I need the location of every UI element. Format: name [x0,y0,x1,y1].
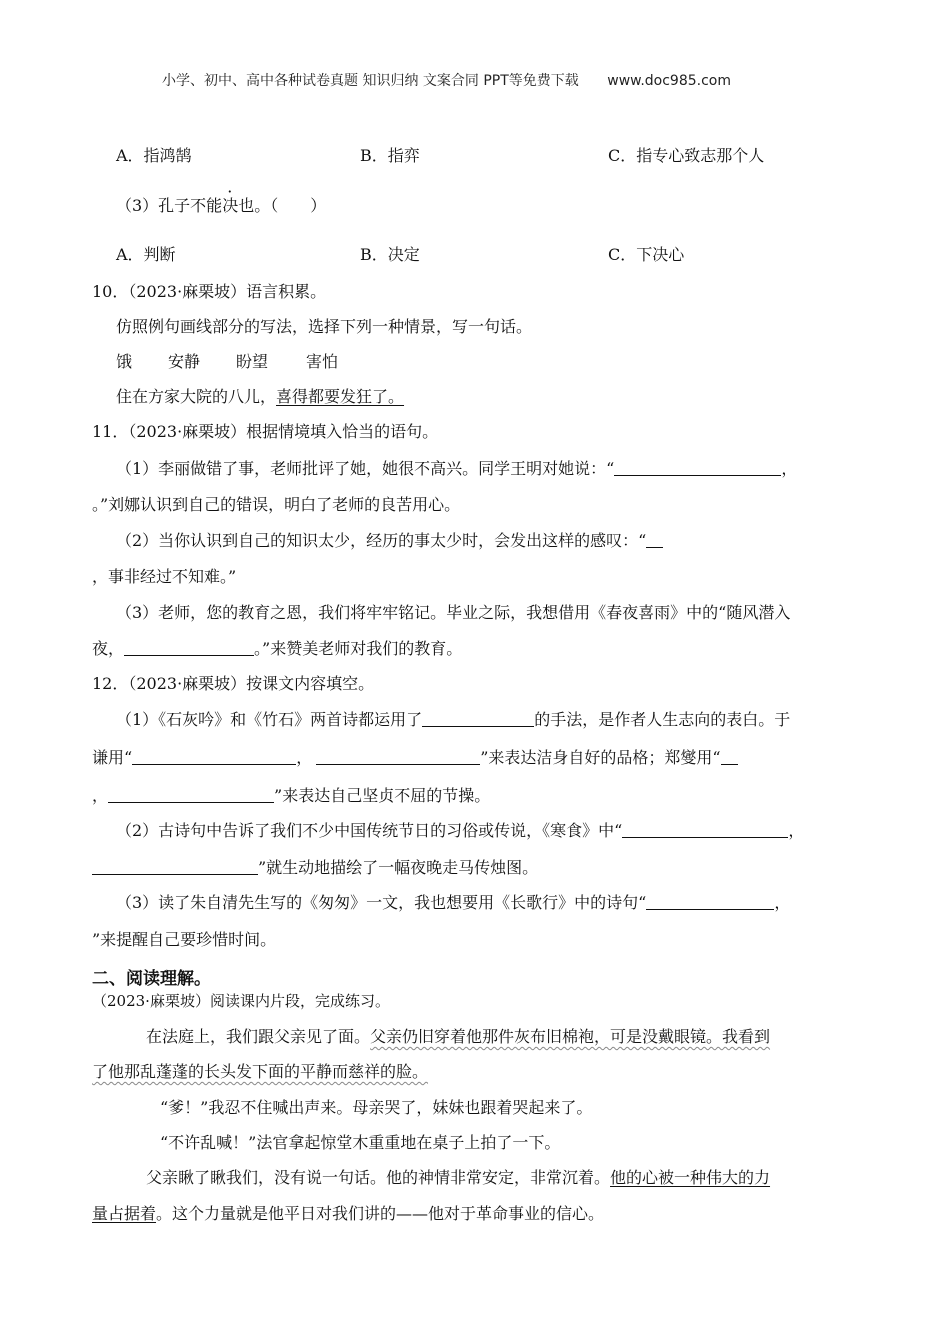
q12-s2-text2: ”就生动地描绘了一幅夜晚走马传烛图。 [258,858,539,877]
q10-example-underlined: 喜得都要发狂了。 [276,387,405,406]
passage-p4-underlined: 他的心被一种伟大的力 [610,1168,771,1187]
q11-s2-text: （2）当你认识到自己的知识太少，经历的事太少时，会发出这样的感叹：“ [116,531,647,550]
q11-s3-post: 。”来赞美老师对我们的教育。 [254,639,463,658]
q9-option-c3: C．下决心 [608,245,685,264]
q12-sub1-line2 [92,748,738,768]
passage-p3: “不许乱喊！”法官拿起惊堂木重重地在桌子上拍了一下。 [160,1133,561,1152]
q11-s1-comma: ， [781,459,798,478]
q10-scene-3: 盼望 [236,352,269,371]
passage-p4-text: 父亲瞅了瞅我们，没有说一句话。他的神情非常安定，非常沉着。 [146,1168,611,1187]
passage-p1-wavy: 父亲仍旧穿着他那件灰布旧棉袍，可是没戴眼镜。我看到 [370,1027,771,1046]
q12-sub2-line1 [116,821,804,841]
q12-sub3-line1 [116,893,790,913]
answer-blank[interactable] [422,710,534,727]
q12-s3-text: （3）读了朱自清先生写的《匆匆》一文，我也想要用《长歌行》中的诗句“ [116,893,647,912]
q10-title: 10．（2023·麻栗坡）语言积累。 [92,282,327,301]
passage-p1-text: 在法庭上，我们跟父亲见了面。 [146,1027,371,1046]
passage-p1-wavy2: 了他那乱蓬蓬的长头发下面的平静而慈祥的脸。 [92,1062,429,1081]
page-header [162,70,731,90]
q11-sub1-line2: 。”刘娜认识到自己的错误，明白了老师的良苦用心。 [92,495,461,514]
q11-sub3-line2 [92,639,462,659]
q9-sub3 [116,196,326,216]
q12-sub1-line3 [92,786,490,806]
passage-source: （2023·麻栗坡）阅读课内片段，完成练习。 [92,992,390,1010]
passage-p4-text2: 。这个力量就是他平日对我们讲的——他对于革命事业的信心。 [156,1204,605,1223]
answer-blank[interactable] [614,459,781,476]
passage-p4-underlined2: 量占据着 [92,1204,157,1223]
q12-s2-text: （2）古诗句中告诉了我们不少中国传统节日的习俗或传说，《寒食》中“ [116,821,623,840]
answer-blank[interactable] [646,893,774,910]
header-text: 小学、初中、高中各种试卷真题 知识归纳 文案合同 PPT等免费下载 [162,73,579,89]
q9-sub3-dotted-char: 决 [222,196,239,215]
answer-blank[interactable] [132,748,296,765]
q12-s1-text3: 谦用“ [92,748,133,767]
q12-s1-comma: ， [296,748,313,767]
q9-sub3-pre: （3）孔子不能 [116,196,223,215]
answer-blank[interactable] [108,786,274,803]
q9-option-b2: B．指弈 [360,146,420,165]
q12-s1-comma2: ， [92,786,109,805]
q12-s3-comma: ， [774,893,791,912]
q10-scene-2: 安静 [168,352,201,371]
q12-s2-comma: ， [788,821,805,840]
passage-p1-line1 [146,1027,770,1047]
q11-s1-text: （1）李丽做错了事，老师批评了她，她很不高兴。同学王明对她说：“ [116,459,615,478]
q12-sub1-line1 [116,710,790,730]
answer-blank[interactable] [124,639,254,656]
q10-instruction: 仿照例句画线部分的写法，选择下列一种情景，写一句话。 [116,317,533,336]
answer-blank[interactable] [92,858,258,875]
q11-sub3-line1: （3）老师，您的教育之恩，我们将牢牢铭记。毕业之际，我想借用《春夜喜雨》中的“随风潜入 [116,603,791,622]
q11-sub2-line2: ，事非经过不知难。” [92,567,237,586]
q12-s1-text2: 的手法，是作者人生志向的表白。于 [534,710,791,729]
q12-s1-text: （1）《石灰吟》和《竹石》两首诗都运用了 [116,710,423,729]
q11-s3-pre: 夜， [92,639,125,658]
q9-option-a2: A．指鸿鹄 [116,146,192,165]
q10-example [116,387,404,407]
section-title: 二、阅读理解。 [92,969,211,989]
answer-blank[interactable] [721,748,738,765]
passage-p4-line1 [146,1168,770,1188]
q10-scene-4: 害怕 [306,352,339,371]
q12-title: 12．（2023·麻栗坡）按课文内容填空。 [92,674,375,693]
q10-scene-1: 饿 [116,352,133,371]
q12-sub2-line2 [92,858,538,878]
q12-sub3-line2: ”来提醒自己要珍惜时间。 [92,930,277,949]
q11-title: 11．（2023·麻栗坡）根据情境填入恰当的语句。 [92,422,439,441]
passage-p1-line2 [92,1062,428,1082]
header-url: www.doc985.com [607,73,731,89]
q11-sub2-line1 [116,531,663,551]
answer-blank[interactable] [646,531,663,548]
answer-blank[interactable] [316,748,480,765]
q9-option-b3: B．决定 [360,245,420,264]
q10-example-text: 住在方家大院的八儿， [116,387,277,406]
passage-p4-line2 [92,1204,604,1224]
passage-p2: “爹！”我忍不住喊出声来。母亲哭了，妹妹也跟着哭起来了。 [160,1098,593,1117]
q12-s1-text5: ”来表达自己坚贞不屈的节操。 [274,786,491,805]
q9-option-c2: C．指专心致志那个人 [608,146,765,165]
q9-option-a3: A．判断 [116,245,176,264]
q9-sub3-post: 也。（ ） [238,196,327,215]
q12-s1-text4: ”来表达洁身自好的品格；郑燮用“ [480,748,721,767]
q11-sub1-line1 [116,459,797,479]
answer-blank[interactable] [622,821,788,838]
